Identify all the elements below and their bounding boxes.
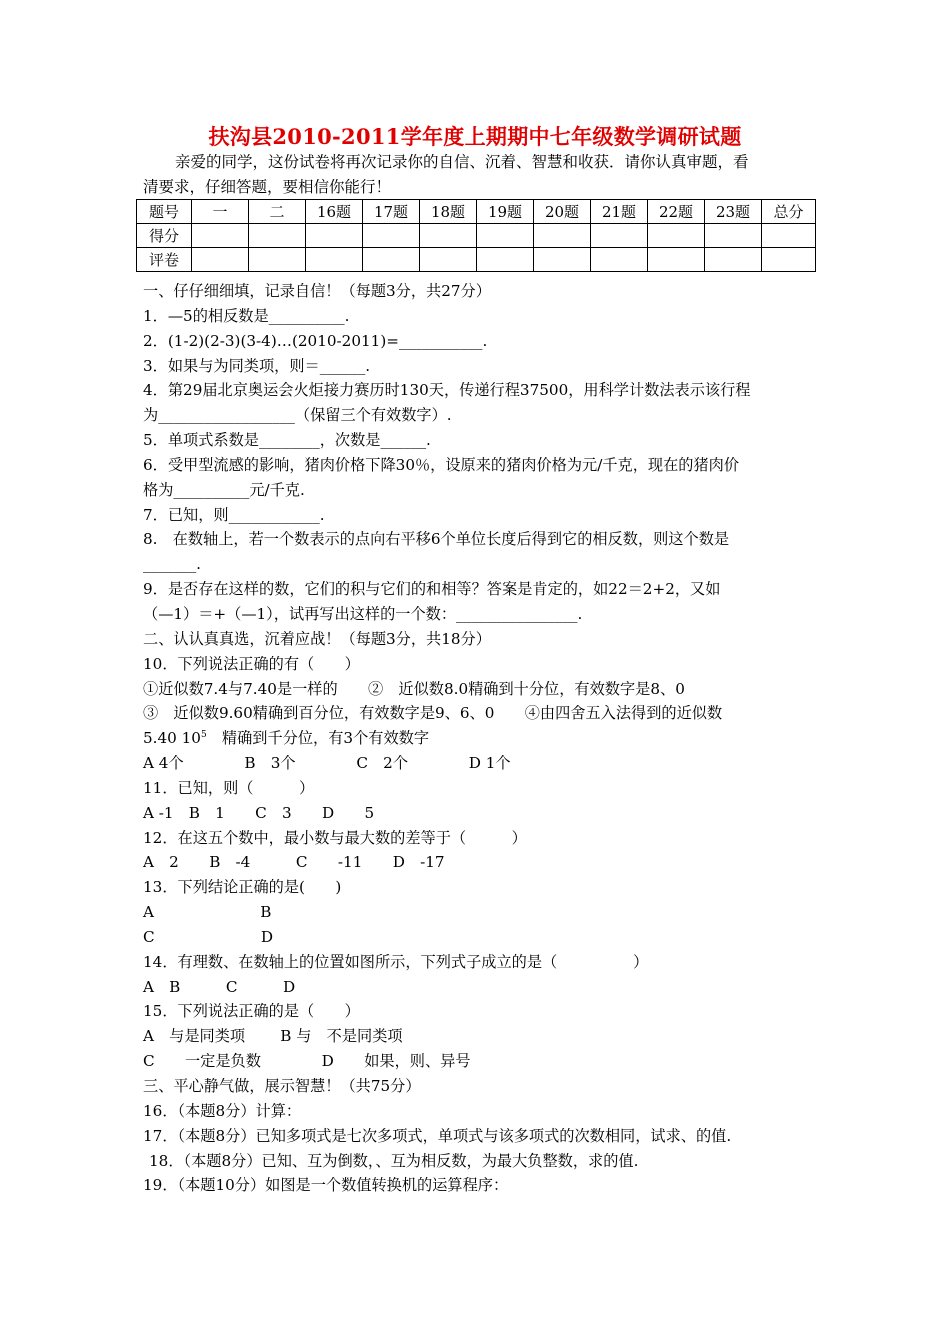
question-line: 18．（本题8分）已知、互为倒数，、互为相反数，为最大负整数，求的值. xyxy=(149,1151,639,1170)
question-line: 14．有理数、在数轴上的位置如图所示，下列式子成立的是（ ） xyxy=(143,952,649,971)
answer-choices: A B xyxy=(143,903,272,922)
score-cell xyxy=(192,248,249,272)
score-table xyxy=(136,199,816,272)
score-cell xyxy=(477,224,534,248)
score-table-row xyxy=(137,248,816,272)
score-cell xyxy=(534,224,591,248)
score-table-header-row xyxy=(137,200,816,224)
score-cell xyxy=(705,248,762,272)
score-cell xyxy=(420,248,477,272)
table-header-cell: 19题 xyxy=(477,200,534,224)
question-line: 为__________________（保留三个有效数字）. xyxy=(143,406,452,425)
score-cell xyxy=(363,248,420,272)
table-header-cell: 18题 xyxy=(420,200,477,224)
score-cell xyxy=(648,248,705,272)
question-line: 13．下列结论正确的是( ) xyxy=(143,878,342,897)
question-line: 8. 在数轴上，若一个数表示的点向右平移6个单位长度后得到它的相反数，则这个数是 xyxy=(143,530,730,549)
answer-choices: C 一定是负数 D 如果，则、异号 xyxy=(143,1052,471,1071)
score-cell xyxy=(762,248,816,272)
table-row-label: 评卷 xyxy=(137,248,192,272)
table-row-label: 得分 xyxy=(137,224,192,248)
score-cell xyxy=(648,224,705,248)
table-header-cell: 20题 xyxy=(534,200,591,224)
question-line: 2．(1-2)(2-3)(3-4)…(2010-2011)=___________. xyxy=(143,331,488,350)
question-line: _______. xyxy=(143,555,201,574)
option-line: ③ 近似数9.60精确到百分位，有效数字是9、6、0 ④由四舍五入法得到的近似数 xyxy=(143,704,723,723)
score-cell xyxy=(249,224,306,248)
question-line: 15．下列说法正确的是（ ） xyxy=(143,1002,360,1021)
answer-choices: C D xyxy=(143,927,274,946)
question-line: 7．已知，则____________. xyxy=(143,505,325,524)
option-line xyxy=(143,726,813,751)
score-cell xyxy=(192,224,249,248)
question-line: 19．（本题10分）如图是一个数值转换机的运算程序： xyxy=(143,1176,509,1195)
table-header-cell: 一 xyxy=(192,200,249,224)
question-line: 4．第29届北京奥运会火炬接力赛历时130天，传递行程37500，用科学计数法表示该行程 xyxy=(143,381,751,400)
score-cell xyxy=(534,248,591,272)
question-line: 3．如果与为同类项，则＝______. xyxy=(143,356,371,375)
exponent: 5 xyxy=(200,730,207,741)
answer-choices: A 与是同类项 B 与 不是同类项 xyxy=(143,1027,403,1046)
score-cell xyxy=(306,224,363,248)
answer-choices: A 4个 B 3个 C 2个 D 1个 xyxy=(143,754,511,773)
score-cell xyxy=(306,248,363,272)
question-line: 10．下列说法正确的有（ ） xyxy=(143,654,360,673)
answer-choices: A B C D xyxy=(143,977,296,996)
question-line: 9．是否存在这样的数，它们的积与它们的和相等？答案是肯定的，如22＝2+2，又如 xyxy=(143,580,721,599)
answer-choices: A -1 B 1 C 3 D 5 xyxy=(143,803,375,822)
score-cell xyxy=(477,248,534,272)
section-heading: 一、仔仔细细填，记录自信！（每题3分，共27分） xyxy=(143,282,491,300)
question-line: 11．已知，则（ ） xyxy=(143,778,315,797)
question-line: 12．在这五个数中，最小数与最大数的差等于（ ） xyxy=(143,828,527,847)
option-text: 5.40 10 xyxy=(143,729,201,748)
question-line: 16．（本题8分）计算： xyxy=(143,1101,302,1120)
intro-paragraph xyxy=(143,150,811,200)
score-cell xyxy=(591,248,648,272)
table-header-cell: 21题 xyxy=(591,200,648,224)
question-line: 17．（本题8分）已知多项式是七次多项式，单项式与该多项式的次数相同，试求、的值. xyxy=(143,1126,732,1145)
score-cell xyxy=(705,224,762,248)
table-header-cell: 总分 xyxy=(762,200,816,224)
table-header-cell: 23题 xyxy=(705,200,762,224)
score-cell xyxy=(591,224,648,248)
score-table-row xyxy=(137,224,816,248)
table-header-cell: 题号 xyxy=(137,200,192,224)
table-header-cell: 二 xyxy=(249,200,306,224)
question-line: 格为__________元/千克. xyxy=(143,480,305,499)
question-line: 5．单项式系数是________，次数是______. xyxy=(143,431,431,450)
intro-line-2: 清要求，仔细答题，要相信你能行！ xyxy=(143,178,392,196)
score-cell xyxy=(249,248,306,272)
option-text: 精确到千分位，有3个有效数字 xyxy=(206,729,430,748)
question-body xyxy=(143,279,813,1198)
table-header-cell: 16题 xyxy=(306,200,363,224)
score-cell xyxy=(363,224,420,248)
answer-choices: A 2 B -4 C -11 D -17 xyxy=(143,853,445,872)
intro-line-1: 亲爱的同学，这份试卷将再次记录你的自信、沉着、智慧和收获．请你认真审题，看 xyxy=(175,153,749,171)
table-header-cell: 17题 xyxy=(363,200,420,224)
score-cell xyxy=(420,224,477,248)
section-heading: 二、认认真真选，沉着应战！（每题3分，共18分） xyxy=(143,629,491,648)
exam-title: 扶沟县2010-2011学年度上期期中七年级数学调研试题 xyxy=(208,124,742,149)
option-line: ①近似数7.4与7.40是一样的 ② 近似数8.0精确到十分位，有效数字是8、0 xyxy=(143,679,685,698)
section-heading: 三、平心静气做，展示智慧！（共75分） xyxy=(143,1077,421,1095)
question-line: 6．受甲型流感的影响，猪肉价格下降30％，设原来的猪肉价格为元/千克，现在的猪肉价 xyxy=(143,455,740,474)
question-line: （—1）＝+（—1），试再写出这样的一个数：________________. xyxy=(143,604,583,623)
table-header-cell: 22题 xyxy=(648,200,705,224)
question-line: 1．—5的相反数是__________. xyxy=(143,306,350,325)
score-cell xyxy=(762,224,816,248)
